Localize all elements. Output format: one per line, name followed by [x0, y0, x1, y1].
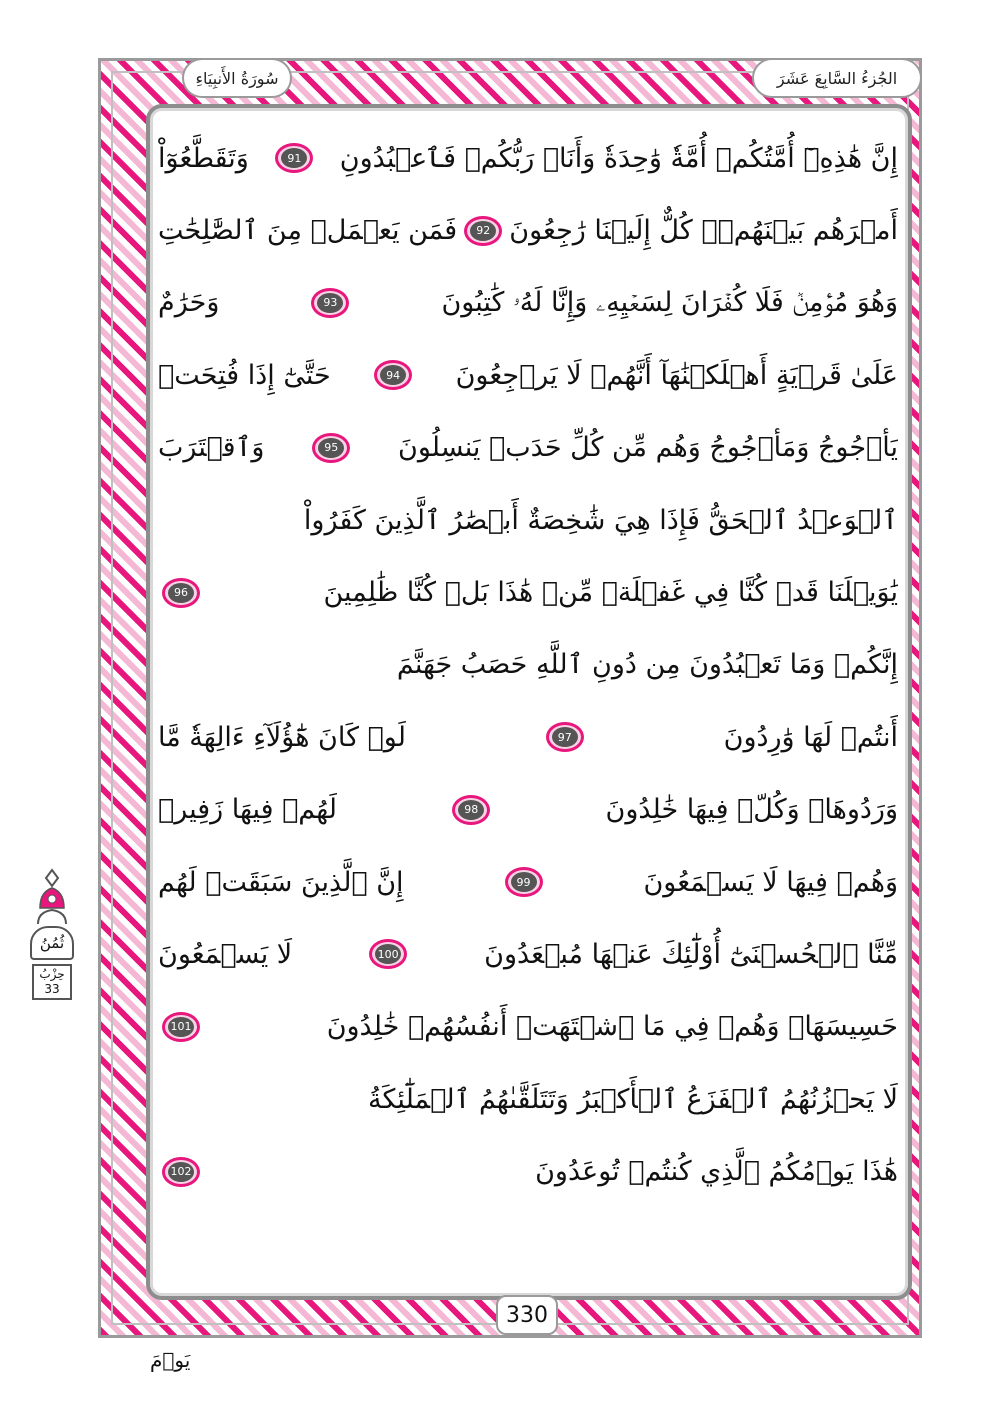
juz-header: الجُزءُ السَّابِعَ عَشَرَ [752, 58, 922, 98]
verse-text: وَٱقۡتَرَبَ [158, 432, 265, 464]
surah-header: سُورَةُ الأَنبِيَاءِ [182, 58, 292, 98]
ayah-number-marker [374, 360, 412, 390]
ayah-number: 102 [168, 1162, 194, 1182]
ayah-number-marker [311, 288, 349, 318]
ayah-number-marker [464, 216, 502, 246]
ayah-number: 96 [168, 583, 194, 603]
hizb-number-box [32, 964, 72, 1000]
text-line [158, 122, 898, 194]
text-line [158, 1135, 898, 1207]
text-line [158, 701, 898, 773]
ayah-number-marker [546, 722, 584, 752]
ayah-number: 100 [375, 944, 401, 964]
text-line [158, 1063, 898, 1135]
ayah-number: 92 [470, 221, 496, 241]
text-line [158, 629, 898, 701]
ayah-number-marker [369, 939, 407, 969]
verse-text: وَتَقَطَّعُوٓاْ [158, 142, 249, 174]
ayah-number: 101 [168, 1017, 194, 1037]
verse-text: أَمۡرَهُم بَيۡنَهُمۡۖ كُلٌّ إِلَيۡنَا رَٰجِعُونَ [509, 215, 898, 247]
hizb-label-text: حِزْبُ [39, 967, 65, 981]
ayah-number: 97 [552, 727, 578, 747]
ayah-number-marker [505, 867, 543, 897]
text-line [158, 556, 898, 628]
page-number: 330 [496, 1295, 558, 1335]
text-line [158, 918, 898, 990]
verse-text: فَمَن يَعۡمَلۡ مِنَ ٱلصَّٰلِحَٰتِ [158, 215, 458, 247]
text-line [158, 194, 898, 266]
hizb-ornament-icon [34, 868, 70, 928]
ayah-number-marker [312, 433, 350, 463]
verse-text: يَٰوَيۡلَنَا قَدۡ كُنَّا فِي غَفۡلَةٖ مِّنۡ هَٰذَا بَلۡ كُنَّا ظَٰلِمِينَ [323, 577, 898, 609]
ayah-number-marker [275, 143, 313, 173]
ayah-number: 98 [458, 800, 484, 820]
verse-text: وَهُمۡ فِيهَا لَا يَسۡمَعُونَ [643, 866, 898, 898]
text-line [158, 774, 898, 846]
verse-text: أَنتُمۡ لَهَا وَٰرِدُونَ [723, 721, 898, 753]
text-line [158, 484, 898, 556]
verse-text: يَأۡجُوجُ وَمَأۡجُوجُ وَهُم مِّن كُلِّ حَدَبٖ يَنسِلُونَ [397, 432, 898, 464]
catchword: يَوۡمَ [150, 1348, 191, 1372]
verse-text: لَا يَحۡزُنُهُمُ ٱلۡفَزَعُ ٱلۡأَكۡبَرُ وَتَتَلَقَّىٰهُمُ ٱلۡمَلَٰٓئِكَةُ [368, 1083, 898, 1115]
verse-text: وَحَرَٰمٌ [158, 287, 220, 319]
verse-text: ٱلۡوَعۡدُ ٱلۡحَقُّ فَإِذَا هِيَ شَٰخِصَةٌ أَبۡصَٰرُ ٱلَّذِينَ كَفَرُواْ [303, 504, 898, 536]
verse-text: لَا يَسۡمَعُونَ [158, 938, 293, 970]
verse-text: وَهُوَ مُؤۡمِنٞ فَلَا كُفۡرَانَ لِسَعۡيِهِۦ وَإِنَّا لَهُۥ كَٰتِبُونَ [441, 286, 898, 318]
ayah-number-marker [162, 578, 200, 608]
ayah-number: 99 [511, 872, 537, 892]
verse-text: هَٰذَا يَوۡمُكُمُ ٱلَّذِي كُنتُمۡ تُوعَدُونَ [535, 1156, 898, 1188]
ayah-number: 94 [380, 365, 406, 385]
ayah-number: 95 [318, 438, 344, 458]
hizb-marker [22, 868, 82, 1002]
verse-text: إِنَّ ٱلَّذِينَ سَبَقَتۡ لَهُم [158, 866, 404, 898]
text-line [158, 412, 898, 484]
verse-text: لَهُمۡ فِيهَا زَفِيرٞ [158, 794, 337, 826]
ayah-number-marker [162, 1157, 200, 1187]
ayah-number: 93 [317, 293, 343, 313]
ayah-number-marker [452, 795, 490, 825]
quran-text-lines [158, 122, 898, 1298]
hizb-number: 33 [44, 982, 60, 996]
text-line [158, 339, 898, 411]
text-line [158, 267, 898, 339]
verse-text: إِنَّ هَٰذِهِۦٓ أُمَّتُكُمۡ أُمَّةٗ وَٰحِدَةٗ وَأَنَا۠ رَبُّكُمۡ فَٱعۡبُدُونِ [339, 142, 898, 174]
verse-text: وَرَدُوهَاۖ وَكُلّٞ فِيهَا خَٰلِدُونَ [605, 794, 898, 826]
verse-text: لَوۡ كَانَ هَٰٓؤُلَآءِ ءَالِهَةٗ مَّا [158, 721, 406, 753]
ayah-number: 91 [281, 148, 307, 168]
verse-text: حَتَّىٰٓ إِذَا فُتِحَتۡ [158, 359, 331, 391]
text-line [158, 991, 898, 1063]
hizb-quarter-label: ثُمُنُ [30, 926, 74, 960]
text-line [158, 846, 898, 918]
verse-text: مِّنَّا ٱلۡحُسۡنَىٰٓ أُوْلَٰٓئِكَ عَنۡهَا مُبۡعَدُونَ [484, 938, 898, 970]
ayah-number-marker [162, 1012, 200, 1042]
verse-text: عَلَىٰ قَرۡيَةٍ أَهۡلَكۡنَٰهَآ أَنَّهُمۡ لَا يَرۡجِعُونَ [455, 359, 898, 391]
verse-text: إِنَّكُمۡ وَمَا تَعۡبُدُونَ مِن دُونِ ٱللَّهِ حَصَبُ جَهَنَّمَ [396, 649, 898, 681]
verse-text: حَسِيسَهَاۖ وَهُمۡ فِي مَا ٱشۡتَهَتۡ أَنفُسُهُمۡ خَٰلِدُونَ [326, 1011, 898, 1043]
